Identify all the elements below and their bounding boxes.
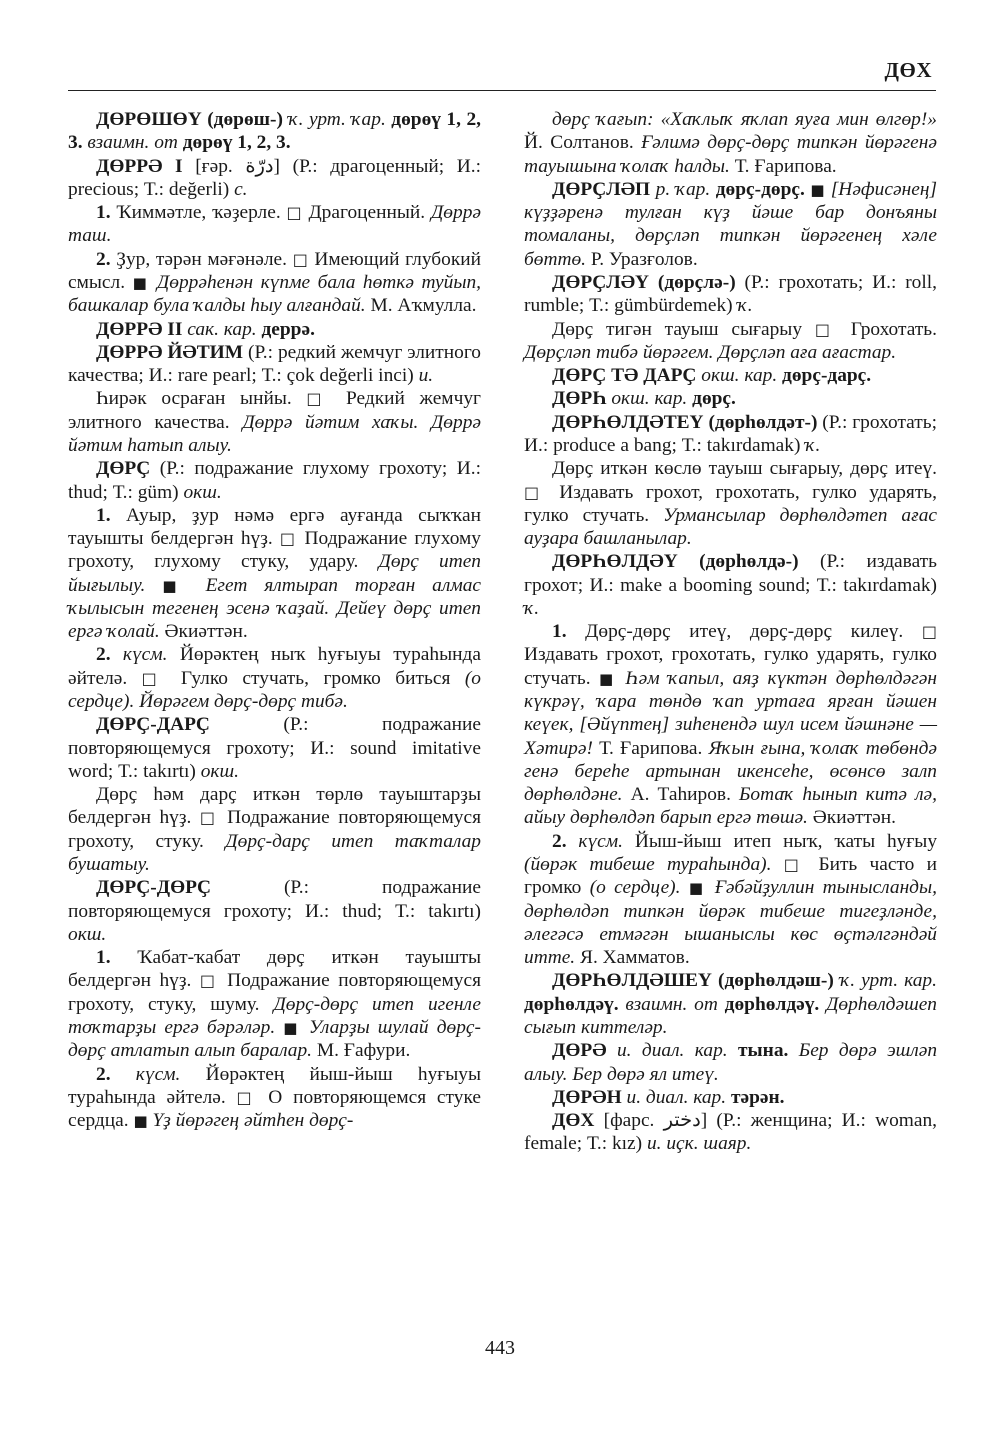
bold-text: дөрөү 1, 2, 3. — [182, 132, 291, 154]
bold-text: дөрҫ. — [692, 388, 736, 410]
italic-text: Дөрҫ-дөрҫ итеп игенле тоҡтарҙы ергә бәрәләр. — [68, 993, 481, 1038]
dictionary-paragraph — [524, 271, 937, 318]
italic-text: Дөррә таш. — [68, 202, 481, 247]
example-marker: ■ — [688, 879, 707, 898]
dictionary-paragraph — [524, 108, 937, 178]
dictionary-paragraph — [68, 155, 481, 202]
bold-text: ДӨРҪ ТӘ ДАРҪ — [552, 365, 702, 387]
text: (Р.: подражание повторяющемуся грохоту; И.: sound imitative word; Т.: takırtı) — [68, 714, 481, 782]
dictionary-paragraph — [68, 108, 481, 155]
text: Издавать грохот, грохотать, гулко ударять, гулко стучать. — [524, 644, 937, 689]
dictionary-paragraph — [68, 643, 481, 713]
text: Я. Хамматов. — [580, 947, 690, 969]
text: Гулко стучать, громко биться — [166, 667, 465, 689]
translation-marker: □ — [141, 668, 167, 688]
italic-text: Яҡын ғына, ҡолаҡ төбөндә генә береһе артынан икенсеһе, өсөнсө залп дөрһөлдәне. — [524, 737, 937, 806]
bold-text: дөрөү 1, 2, 3. — [68, 109, 482, 154]
dictionary-paragraph — [68, 713, 481, 783]
bold-text: дөрҫ-дарҫ. — [782, 365, 872, 387]
text: (Р.: грохотать; И.: produce a bang; Т.: takırdamak) — [524, 411, 937, 456]
bold-text: ДӨРҺӨЛДӘҮ (дөрһөлдә-) — [552, 551, 821, 573]
bold-text: ДӨРРӘ II — [96, 318, 188, 340]
dictionary-paragraph — [68, 457, 481, 504]
bold-text: ДӨХ — [552, 1110, 604, 1132]
italic-text: Егет ялтырап торған алмас ҡылысын тегенең эсенә ҡаҙай. Дейеү дөрҫ итеп ергә ҡолай. — [68, 574, 481, 643]
dictionary-paragraph — [524, 178, 937, 271]
text: (Р.: издавать грохот; И.: make a booming sound; Т.: takırdamak) — [524, 551, 937, 596]
bold-text: 1. — [552, 621, 586, 643]
italic-text: Дөрҫ итеп йығылыу. — [68, 551, 481, 596]
text: М. Аҡмулла. — [370, 295, 477, 317]
translation-marker: □ — [236, 1087, 258, 1107]
dictionary-paragraph — [524, 550, 937, 620]
bold-text: ДӨРӘН — [552, 1086, 627, 1108]
italic-text: и. — [418, 365, 434, 387]
italic-text: [Нәфисәнең] күҙҙәренә тулған күҙ йәше бар донъяны томаланы, дөрҫләп типкән йөрәгенең хәле бөттө. — [524, 178, 937, 270]
text: Әкиәттән. — [164, 621, 248, 643]
text: Һирәк осраған ынйы. — [96, 388, 307, 410]
translation-marker: □ — [306, 389, 332, 409]
dictionary-paragraph — [68, 504, 481, 644]
text: Драгоценный. — [302, 202, 431, 224]
example-marker: ■ — [810, 180, 826, 199]
dictionary-paragraph — [68, 783, 481, 876]
dictionary-paragraph — [68, 387, 481, 457]
page-number: 443 — [485, 1337, 515, 1359]
bold-text: дөрһөлдәү. — [724, 993, 827, 1015]
text: Ҙур, тәрән мәғәнәле. — [116, 248, 293, 270]
italic-text: Дөрҫ-дарҫ итеп таҡталар бушатыу. — [68, 830, 481, 875]
italic-text: окш. — [68, 923, 107, 945]
italic-text: Бер дөрә эшләп алыу. Бер дөрә ял итеү. — [524, 1040, 938, 1085]
dictionary-paragraph — [524, 364, 937, 387]
example-marker: ■ — [132, 273, 150, 292]
italic-text: (йөрәк тибеше тураһында). — [524, 854, 784, 875]
translation-marker: □ — [921, 622, 937, 642]
text: Ауыр, ҙур нәмә ергә ауғанда сыҡҡан тауышты белдергән һүҙ. — [68, 504, 482, 550]
text: Т. Ғарипова. — [734, 155, 837, 177]
text: Дөрҫ тигән тауыш сығарыу — [552, 318, 815, 340]
dictionary-paragraph — [524, 1039, 937, 1086]
text: Й. Солтанов. — [524, 132, 642, 154]
bold-text: 1. — [96, 947, 138, 969]
italic-text: и. иҫк. шаяр. — [646, 1133, 752, 1155]
italic-text: Улар​ҙы шулай дөрҫ-дөрҫ атлатып алып баралар. — [68, 1016, 481, 1062]
italic-text: ҡ. — [805, 434, 821, 456]
text: [фарс. دختر] (Р.: женщина; И.: woman, female; Т.: kız) — [524, 1110, 938, 1155]
dictionary-paragraph — [524, 1109, 937, 1156]
translation-marker: □ — [199, 808, 219, 828]
translation-marker: □ — [279, 529, 298, 549]
italic-text: Ғәбәйҙуллин тынысланды, дөрһөлдәп типкән йөрәк тибеше тигеҙләнде, әлегәсә етмәгән ышаныслы көс өҫтәлгәндәй итте. — [524, 877, 937, 969]
bold-text: ДӨРҺ — [552, 388, 612, 410]
example-marker: ■ — [133, 1112, 148, 1131]
dictionary-paragraph — [68, 201, 481, 248]
translation-marker: □ — [292, 249, 309, 269]
italic-text: (о сердце). — [589, 877, 689, 899]
dictionary-paragraph — [524, 318, 937, 365]
dictionary-paragraph — [68, 1063, 481, 1133]
italic-text: Ғәлимә дөрҫ-дөрҫ типкән йөрәгенә тауышына ҡолаҡ һалды. — [524, 132, 937, 177]
italic-text: дөрҫ ҡағып: «Хаҡлыҡ яҡлап яуға мин өлгөр!» — [552, 109, 937, 130]
text: Бить часто и громко — [524, 854, 937, 899]
bold-text: ДӨРРӘ I — [96, 155, 196, 177]
text: Подражание повторяющемуся грохоту, стуку. — [68, 807, 481, 852]
italic-text: күсм. — [578, 830, 635, 852]
translation-marker: □ — [199, 971, 219, 991]
text: Ҡиммәтле, ҡәҙерле. — [116, 202, 287, 224]
right-column — [524, 108, 937, 1156]
text: Редкий жемчуг элитного качества. — [68, 388, 481, 433]
bold-text: тәрән. — [730, 1086, 785, 1108]
bold-text: 2. — [96, 248, 117, 270]
dictionary-paragraph — [524, 969, 937, 1039]
text: Ҡабат-ҡабат дөрҫ иткән тауышты белдергән һүҙ. — [68, 947, 481, 992]
example-marker: ■ — [599, 669, 617, 688]
bold-text: 2. — [552, 830, 579, 852]
text: Дөрҫ-дөрҫ итеү, дөрҫ-дөрҫ килеү. — [585, 621, 922, 643]
text: Дөрҫ иткән көслө тауыш сығарыу, дөрҫ итеү. — [552, 458, 937, 480]
text: (Р.: грохотать; И.: roll, rumble; Т.: gümbürdemek) — [524, 271, 937, 317]
example-marker: ■ — [162, 576, 189, 595]
italic-text: Һәм ҡапыл, аяҙ күктән дөрһөлдәгән күкрәү, ҡара төндө ҡап уртаға ярған йәшен кеүек, [Әйүптең] зиһенендә шул исем йәшнәне — Хәтирә! — [524, 667, 937, 759]
bold-text: ДӨРҪ-ДӨРҪ — [96, 877, 284, 899]
italic-text: взаимн. от — [87, 132, 183, 154]
text: Дөрҫ һәм дарҫ иткән төрлө тауыштарҙы белдергән һүҙ. — [68, 784, 481, 829]
dictionary-paragraph — [524, 387, 937, 410]
bold-text: ДӨРҪ-ДАРҪ — [96, 714, 284, 736]
translation-marker: □ — [783, 855, 807, 874]
italic-text: ҡ. урт. кар. — [839, 970, 937, 992]
text: М. Ғафури. — [316, 1040, 411, 1062]
text: Йөрәктең йыш-йыш һуғыуы тураһында әйтелә. — [68, 1063, 482, 1108]
italic-text: Үҙ йөрәгең әйтһен дөрҫ- — [147, 1110, 354, 1132]
italic-text: и. диал. кар. — [616, 1040, 738, 1062]
italic-text: и. диал. кар. — [626, 1086, 731, 1108]
italic-text: ҡ. — [524, 597, 540, 619]
italic-text: с. — [234, 178, 248, 200]
translation-marker: □ — [524, 482, 547, 502]
dictionary-paragraph — [524, 457, 937, 550]
bold-text: ДӨРҺӨЛДӘТЕҮ (дөрһөлдәт-) — [552, 411, 823, 433]
bold-text: ДӨРРӘ ЙӘТИМ — [96, 341, 248, 363]
dictionary-paragraph — [524, 830, 937, 970]
italic-text: взаимн. от — [625, 993, 725, 1015]
bold-text: тына. — [738, 1040, 799, 1062]
dictionary-paragraph — [68, 946, 481, 1062]
dictionary-paragraph — [524, 411, 937, 458]
bold-text: ДӨРҪ — [96, 458, 160, 480]
text: Подражание повторяющемуся грохоту, стуку, шуму. — [68, 970, 481, 1015]
bold-text: дөрҫ-дөрҫ. — [715, 178, 811, 200]
text: О повторяющемся стуке сердца. — [68, 1086, 481, 1132]
italic-text: окш. — [200, 760, 239, 782]
bold-text: 2. — [96, 1063, 136, 1085]
bold-text: ДӨРҺӨЛДӘШЕҮ (дөрһөлдәш-) — [552, 970, 840, 992]
italic-text: Дөррәһенән күпме бала һөткә туйып, башкалар була ҡалды һыу алғандай. — [68, 271, 481, 317]
bold-text: ДӨРӨШӨҮ (дөрөш-) — [96, 109, 289, 130]
italic-text: р. ҡар. — [655, 178, 716, 200]
text: Р. Уразғолов. — [590, 248, 698, 270]
text: Подражание глухому грохоту, глухому стуку, удару. — [68, 528, 481, 573]
italic-text: (о сердце). Йөрәгем дөрҫ-дөрҫ тибә. — [68, 667, 481, 713]
left-column — [68, 108, 481, 1132]
italic-text: Дөрһөлдәшеп сығып киттеләр. — [524, 993, 938, 1038]
text: А. Таһиров. — [630, 784, 739, 806]
italic-text: күсм. — [135, 1063, 206, 1085]
dictionary-paragraph — [524, 620, 937, 830]
text: (Р.: подражание повторяющемуся грохоту; И.: thud; Т.: takırtı) — [68, 877, 481, 922]
bold-text: дөрһөлдәү. — [524, 993, 626, 1015]
bold-text: 2. — [96, 644, 123, 666]
text: Йыш-йыш итеп ныҡ, ҡаты һуғыу — [634, 830, 938, 852]
bold-text: ДӨРҪЛӘП — [552, 178, 656, 200]
example-marker: ■ — [283, 1018, 301, 1037]
italic-text: окш. кар. — [611, 388, 693, 410]
dictionary-paragraph — [524, 1086, 937, 1109]
italic-text: сак. кар. — [187, 318, 262, 340]
italic-text: Дөрҫләп тибә йөрәгем. Дөрҫләп аға ағастар. — [524, 341, 897, 363]
translation-marker: □ — [814, 319, 838, 339]
bold-text: 1. — [96, 202, 117, 224]
bold-text: ДӨРӘ — [552, 1040, 617, 1062]
dictionary-paragraph — [68, 318, 481, 341]
text: (Р.: подражание глухому грохоту; И.: thud; Т.: güm) — [68, 458, 481, 503]
italic-text: Ботаҡ һынып китә лә, айыу дөрһөлдәп барып ергә төшә. — [524, 784, 937, 829]
running-head: ДӨХ — [884, 58, 932, 82]
text: Грохотать. — [837, 318, 937, 340]
italic-text: окш. — [183, 481, 222, 503]
text: Издавать грохот, грохотать, гулко ударять, гулко стучать. — [524, 481, 937, 526]
header-rule — [68, 90, 936, 91]
text: Т. Ғарипова. — [599, 737, 709, 759]
italic-text: окш. кар. — [701, 365, 783, 387]
bold-text: деррә. — [261, 318, 315, 340]
text: (Р.: редкий жемчуг элитного качества; И.: rare pearl; Т.: çok değerli inci) — [68, 341, 481, 387]
bold-text: 1. — [96, 504, 127, 526]
text: Әкиәттән. — [812, 807, 896, 829]
dictionary-paragraph — [68, 341, 481, 388]
italic-text: күсм. — [122, 644, 180, 666]
dictionary-paragraph — [68, 248, 481, 318]
dictionary-paragraph — [68, 876, 481, 946]
italic-text: Урмансылар дөрһөлдәтеп ағас ауҙара башланылар. — [524, 504, 937, 550]
italic-text: Дөррә йәтим хаҡы. Дөррә йәтим һатып алыу. — [68, 411, 481, 456]
text: Йөрәктең ныҡ һуғыуы тураһында әйтелә. — [68, 644, 481, 689]
translation-marker: □ — [286, 203, 303, 223]
text: [ғәр. درّة] (Р.: драгоценный; И.: precious; Т.: değerli) — [68, 155, 481, 200]
italic-text: ҡ. урт. ҡар. — [288, 109, 392, 130]
text: Имеющий глубокий смысл. — [68, 248, 481, 293]
bold-text: ДӨРҪЛӘҮ (дөрҫлә-) — [552, 271, 745, 293]
italic-text: ҡ. — [737, 295, 753, 317]
